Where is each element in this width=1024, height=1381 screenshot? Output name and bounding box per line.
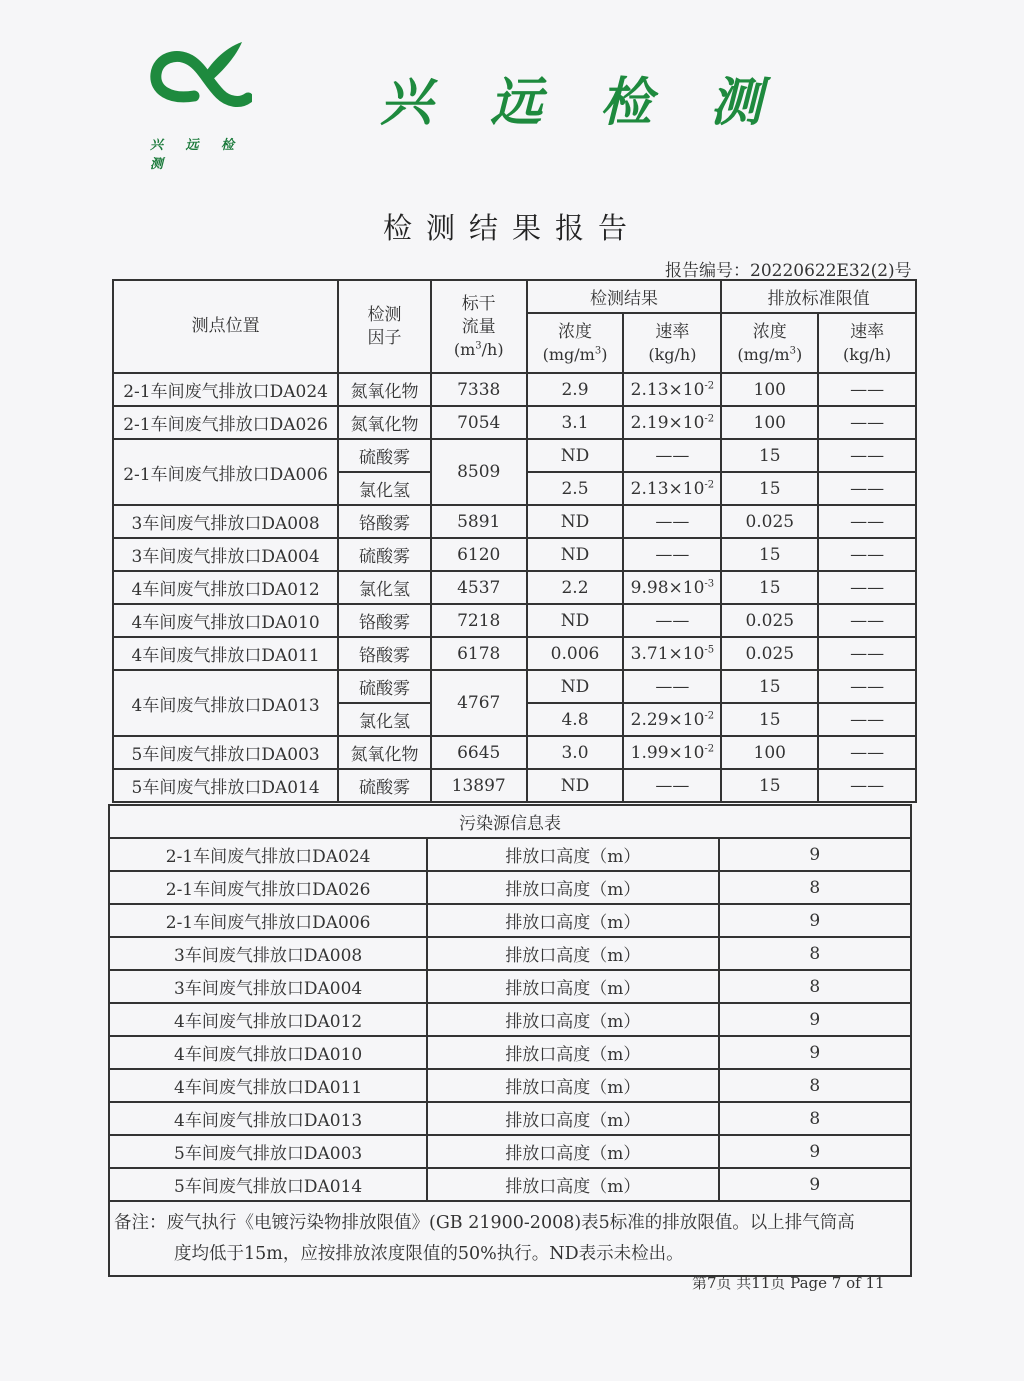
conc-cell [527,604,624,637]
table-row [109,1135,911,1168]
factor-cell [338,571,431,604]
rate-exponent: -2 [704,478,715,490]
factor-cell [338,670,431,703]
location-cell [113,406,338,439]
rate-cell [623,769,721,802]
conc-cell-text: 2.9 [561,379,589,400]
flow-cell [431,637,527,670]
source-value-cell: 9 [719,838,911,871]
limit-conc-cell-text: 0.025 [745,511,795,532]
header-limit-rate [818,313,916,373]
flow-cell [431,736,527,769]
table-row [113,373,916,406]
rate-cell-text: —— [655,676,690,697]
limit-rate-cell-text: —— [850,676,885,697]
factor-cell [338,505,431,538]
rate-cell [623,571,721,604]
limit-rate-cell-text: —— [850,643,885,664]
location-cell-text: 2-1车间废气排放口DA026 [123,415,328,435]
limit-rate-cell-text: —— [850,511,885,532]
conc-cell [527,406,624,439]
limit-conc-cell-text: 100 [753,412,786,433]
remarks [109,1201,911,1276]
flow-cell-text: 6645 [457,742,501,763]
conc-cell [527,373,624,406]
table-row [109,838,911,871]
conc-unit-post: ) [601,344,608,364]
table-row [109,1036,911,1069]
limit-conc-cell-text: 100 [753,742,786,763]
rate-cell [623,670,721,703]
flow-cell [431,769,527,802]
table-row [113,505,916,538]
conc-cell [527,472,624,505]
rate-cell-text: 2.19×10 [630,412,705,433]
results-body [113,373,916,802]
factor-cell [338,538,431,571]
source-param-cell: 排放口高度（m） [427,1069,718,1102]
limit-rate-cell-text: —— [850,709,885,730]
table-row [109,1102,911,1135]
rate-cell [623,538,721,571]
flow-cell [431,538,527,571]
location-cell [113,670,338,736]
location-cell [113,439,338,505]
rate-cell [623,472,721,505]
factor-cell [338,637,431,670]
limit-rate-cell [818,373,916,406]
source-param-cell: 排放口高度（m） [427,1102,718,1135]
location-cell-text: 3车间废气排放口DA004 [131,547,320,567]
flow-cell-text: 13897 [451,775,506,796]
source-value-cell: 8 [719,970,911,1003]
header-conc-unit [528,344,623,366]
source-param-cell: 排放口高度（m） [427,970,718,1003]
conc-cell-text: ND [560,511,590,532]
conc-cell-text: 0.006 [550,643,600,664]
limit-conc-unit-sup: 3 [789,345,796,357]
source-location-cell: 4车间废气排放口DA012 [109,1003,427,1036]
factor-cell [338,472,431,505]
flow-cell [431,604,527,637]
factor-cell-text: 氯化氢 [358,481,410,501]
limit-conc-cell [721,373,818,406]
limit-conc-cell [721,769,818,802]
factor-cell-text: 氯化氢 [358,580,410,600]
report-number [665,256,912,281]
source-value-cell: 8 [719,871,911,904]
rate-exponent: -2 [704,709,715,721]
rate-cell [623,505,721,538]
header-limit-rate-label: 速率 [850,321,885,342]
header-conc-label: 浓度 [558,321,593,342]
source-param-cell: 排放口高度（m） [427,1135,718,1168]
flow-unit-sup: 3 [475,340,482,352]
factor-cell-text: 氯化氢 [358,712,410,732]
factor-cell [338,703,431,736]
limit-conc-unit-post: ) [795,344,803,364]
table-row [113,406,916,439]
source-table-title: 污染源信息表 [109,805,911,838]
table-row [113,736,916,769]
limit-conc-cell-text: 15 [758,577,781,598]
report-number-value: 20220622E32(2)号 [750,261,912,281]
header-rate-unit: (kg/h) [648,344,697,364]
conc-cell-text: 2.5 [561,478,589,499]
location-cell [113,373,338,406]
location-cell-text: 3车间废气排放口DA008 [131,514,320,534]
header-limit-rate-unit: (kg/h) [843,344,892,364]
flow-unit-pre: (m [453,339,476,359]
location-cell-text: 4车间废气排放口DA012 [131,580,320,600]
limit-rate-cell [818,538,916,571]
limit-conc-cell-text: 15 [758,775,781,796]
flow-cell-text: 8509 [457,462,501,482]
source-value-cell: 9 [719,904,911,937]
table-row [113,571,916,604]
location-cell-text: 5车间废气排放口DA003 [131,745,320,765]
rate-cell [623,406,721,439]
flow-cell-text: 6120 [457,544,501,565]
factor-cell [338,373,431,406]
location-cell [113,571,338,604]
limit-conc-cell-text: 15 [758,478,781,499]
conc-cell [527,703,624,736]
limit-conc-cell-text: 15 [758,544,781,565]
limit-conc-cell [721,406,818,439]
limit-conc-cell-text: 15 [758,709,781,730]
conc-cell-text: ND [560,676,590,697]
rate-cell-text: —— [655,544,690,565]
page-footer: 第7页 共11页 Page 7 of 11 [692,1274,885,1292]
rate-cell [623,373,721,406]
header-detect-result: 检测结果 [527,280,722,313]
limit-rate-cell-text: —— [850,577,885,598]
conc-cell-text: ND [560,544,590,565]
table-row [113,670,916,703]
conc-cell-text: ND [560,610,590,631]
header-limit-conc-label: 浓度 [752,321,787,342]
conc-cell [527,769,624,802]
rate-cell-text: 2.13×10 [630,379,705,400]
logo-caption: 兴 远 检 测 [150,138,244,172]
source-location-cell: 4车间废气排放口DA013 [109,1102,427,1135]
conc-cell [527,736,624,769]
flow-cell-text: 5891 [457,511,501,532]
limit-conc-cell-text: 100 [753,379,786,400]
factor-cell [338,604,431,637]
brand-title: 兴远检测 [380,72,821,133]
limit-conc-cell [721,637,818,670]
flow-cell-text: 7218 [457,610,501,631]
flow-cell-text: 7054 [457,412,501,433]
factor-cell-text: 铬酸雾 [358,646,410,666]
flow-cell [431,373,527,406]
table-row [113,769,916,802]
rate-cell-text: 3.71×10 [630,643,705,664]
flow-cell [431,670,527,736]
source-location-cell: 5车间废气排放口DA014 [109,1168,427,1201]
table-row [109,871,911,904]
table-row [113,637,916,670]
source-location-cell: 3车间废气排放口DA004 [109,970,427,1003]
limit-conc-cell [721,571,818,604]
header-flow-line1: 标干 [461,293,496,314]
limit-rate-cell [818,736,916,769]
location-cell [113,505,338,538]
limit-conc-cell [721,538,818,571]
limit-rate-cell [818,637,916,670]
factor-cell-text: 硫酸雾 [358,679,410,699]
rate-exponent: -5 [704,643,715,655]
factor-cell-text: 硫酸雾 [358,448,410,468]
source-location-cell: 4车间废气排放口DA010 [109,1036,427,1069]
limit-rate-cell [818,571,916,604]
limit-conc-cell [721,736,818,769]
flow-cell [431,439,527,505]
rate-cell-text: 2.29×10 [630,709,705,730]
conc-cell-text: 3.1 [561,412,589,433]
limit-conc-cell [721,604,818,637]
table-row [113,604,916,637]
conc-cell-text: ND [560,445,590,466]
source-param-cell: 排放口高度（m） [427,838,718,871]
rate-cell-text: 1.99×10 [630,742,705,763]
rate-exponent: -3 [704,577,715,589]
rate-cell-text: —— [655,511,690,532]
table-row [109,1168,911,1201]
flow-cell-text: 4767 [457,693,501,713]
limit-rate-cell-text: —— [850,544,885,565]
limit-conc-cell [721,472,818,505]
location-cell [113,637,338,670]
rate-exponent: -2 [704,412,715,424]
source-location-cell: 2-1车间废气排放口DA024 [109,838,427,871]
rate-cell [623,604,721,637]
source-param-cell: 排放口高度（m） [427,937,718,970]
rate-cell-text: —— [655,775,690,796]
limit-rate-cell-text: —— [850,445,885,466]
rate-cell [623,439,721,472]
header-rate-label: 速率 [655,321,690,342]
location-cell [113,538,338,571]
limit-conc-unit-pre: (mg/m [737,344,790,364]
source-location-cell: 2-1车间废气排放口DA006 [109,904,427,937]
factor-cell-text: 铬酸雾 [358,613,410,633]
rate-cell [623,637,721,670]
source-location-cell: 4车间废气排放口DA011 [109,1069,427,1102]
flow-cell-text: 6178 [457,643,501,664]
factor-cell-text: 氮氧化物 [350,415,419,435]
source-location-cell: 3车间废气排放口DA008 [109,937,427,970]
factor-cell-text: 氮氧化物 [350,382,419,402]
source-location-cell: 2-1车间废气排放口DA026 [109,871,427,904]
limit-conc-cell-text: 15 [758,445,781,466]
header-conc [527,313,624,373]
limit-rate-cell-text: —— [850,412,885,433]
conc-cell [527,670,624,703]
factor-cell-text: 铬酸雾 [358,514,410,534]
location-cell-text: 5车间废气排放口DA014 [131,778,320,798]
limit-rate-cell-text: —— [850,478,885,499]
header-location: 测点位置 [113,280,338,373]
rate-exponent: -2 [704,742,715,754]
conc-cell-text: 4.8 [561,709,589,730]
table-row [109,1069,911,1102]
limit-rate-cell-text: —— [850,742,885,763]
conc-unit-sup: 3 [594,345,602,357]
factor-cell-text: 硫酸雾 [358,778,410,798]
source-param-cell: 排放口高度（m） [427,1003,718,1036]
flow-unit-post: /h) [481,339,504,359]
limit-conc-cell [721,505,818,538]
location-cell-text: 2-1车间废气排放口DA024 [123,382,328,402]
source-value-cell: 9 [719,1168,911,1201]
flow-cell [431,505,527,538]
limit-conc-cell [721,670,818,703]
source-info-table [108,804,912,1277]
rate-cell-text: —— [655,445,690,466]
limit-rate-cell [818,439,916,472]
remarks-line2: 度均低于15m，应按排放浓度限值的50%执行。ND表示未检出。 [174,1243,684,1264]
header-flow-line2: 流量 [461,316,496,337]
table-row [113,538,916,571]
limit-rate-cell [818,769,916,802]
limit-conc-cell-text: 15 [758,676,781,697]
limit-conc-cell-text: 0.025 [745,610,795,631]
location-cell-text: 2-1车间废气排放口DA006 [123,464,328,485]
rate-cell [623,703,721,736]
header-limit: 排放标准限值 [721,280,916,313]
location-cell-text: 4车间废气排放口DA010 [131,613,320,633]
table-row [109,1003,911,1036]
company-logo-icon [150,38,252,118]
conc-cell [527,571,624,604]
limit-rate-cell-text: —— [850,379,885,400]
header-limit-conc [721,313,818,373]
conc-cell [527,439,624,472]
limit-rate-cell [818,505,916,538]
conc-cell-text: 3.0 [561,742,589,763]
rate-cell [623,736,721,769]
conc-cell-text: ND [560,775,590,796]
source-param-cell: 排放口高度（m） [427,904,718,937]
location-cell-text: 4车间废气排放口DA011 [131,646,320,666]
source-value-cell: 8 [719,1102,911,1135]
header-flow-unit [432,339,526,361]
table-row [109,904,911,937]
factor-cell-text: 氮氧化物 [350,745,419,765]
header-flow [431,280,527,373]
conc-cell [527,538,624,571]
limit-rate-cell-text: —— [850,610,885,631]
source-body [109,838,911,1201]
table-row [109,937,911,970]
limit-rate-cell [818,703,916,736]
rate-cell-text: 9.98×10 [630,577,705,598]
flow-cell [431,571,527,604]
source-value-cell: 8 [719,937,911,970]
location-cell [113,769,338,802]
factor-cell [338,406,431,439]
source-param-cell: 排放口高度（m） [427,871,718,904]
limit-rate-cell [818,670,916,703]
source-value-cell: 9 [719,1003,911,1036]
conc-cell [527,505,624,538]
limit-rate-cell [818,604,916,637]
rate-exponent: -2 [704,379,715,391]
limit-conc-cell [721,703,818,736]
conc-cell-text: 2.2 [561,577,589,598]
conc-cell [527,637,624,670]
flow-cell [431,406,527,439]
source-param-cell: 排放口高度（m） [427,1036,718,1069]
limit-rate-cell [818,472,916,505]
factor-cell [338,769,431,802]
results-table [112,279,917,803]
conc-unit-pre: (mg/m [542,344,595,364]
location-cell [113,604,338,637]
limit-rate-cell [818,406,916,439]
source-param-cell: 排放口高度（m） [427,1168,718,1201]
header-factor: 检测 因子 [338,280,431,373]
rate-cell-text: —— [655,610,690,631]
table-row [113,439,916,472]
source-value-cell: 9 [719,1036,911,1069]
source-location-cell: 5车间废气排放口DA003 [109,1135,427,1168]
limit-conc-cell [721,439,818,472]
source-value-cell: 8 [719,1069,911,1102]
report-number-label: 报告编号： [665,261,750,281]
factor-cell [338,736,431,769]
flow-cell-text: 7338 [457,379,501,400]
limit-rate-cell-text: —— [850,775,885,796]
location-cell-text: 4车间废气排放口DA013 [131,695,320,716]
factor-cell-text: 硫酸雾 [358,547,410,567]
rate-cell-text: 2.13×10 [630,478,705,499]
factor-cell [338,439,431,472]
header-rate [623,313,721,373]
report-title: 检测结果报告 [382,211,641,245]
flow-cell-text: 4537 [457,577,501,598]
header-limit-conc-unit [722,344,817,366]
source-value-cell: 9 [719,1135,911,1168]
remarks-line1: 备注：废气执行《电镀污染物排放限值》(GB 21900-2008)表5标准的排放限值。以上排气筒高 [114,1213,855,1233]
limit-conc-cell-text: 0.025 [745,643,795,664]
table-row [109,970,911,1003]
location-cell [113,736,338,769]
